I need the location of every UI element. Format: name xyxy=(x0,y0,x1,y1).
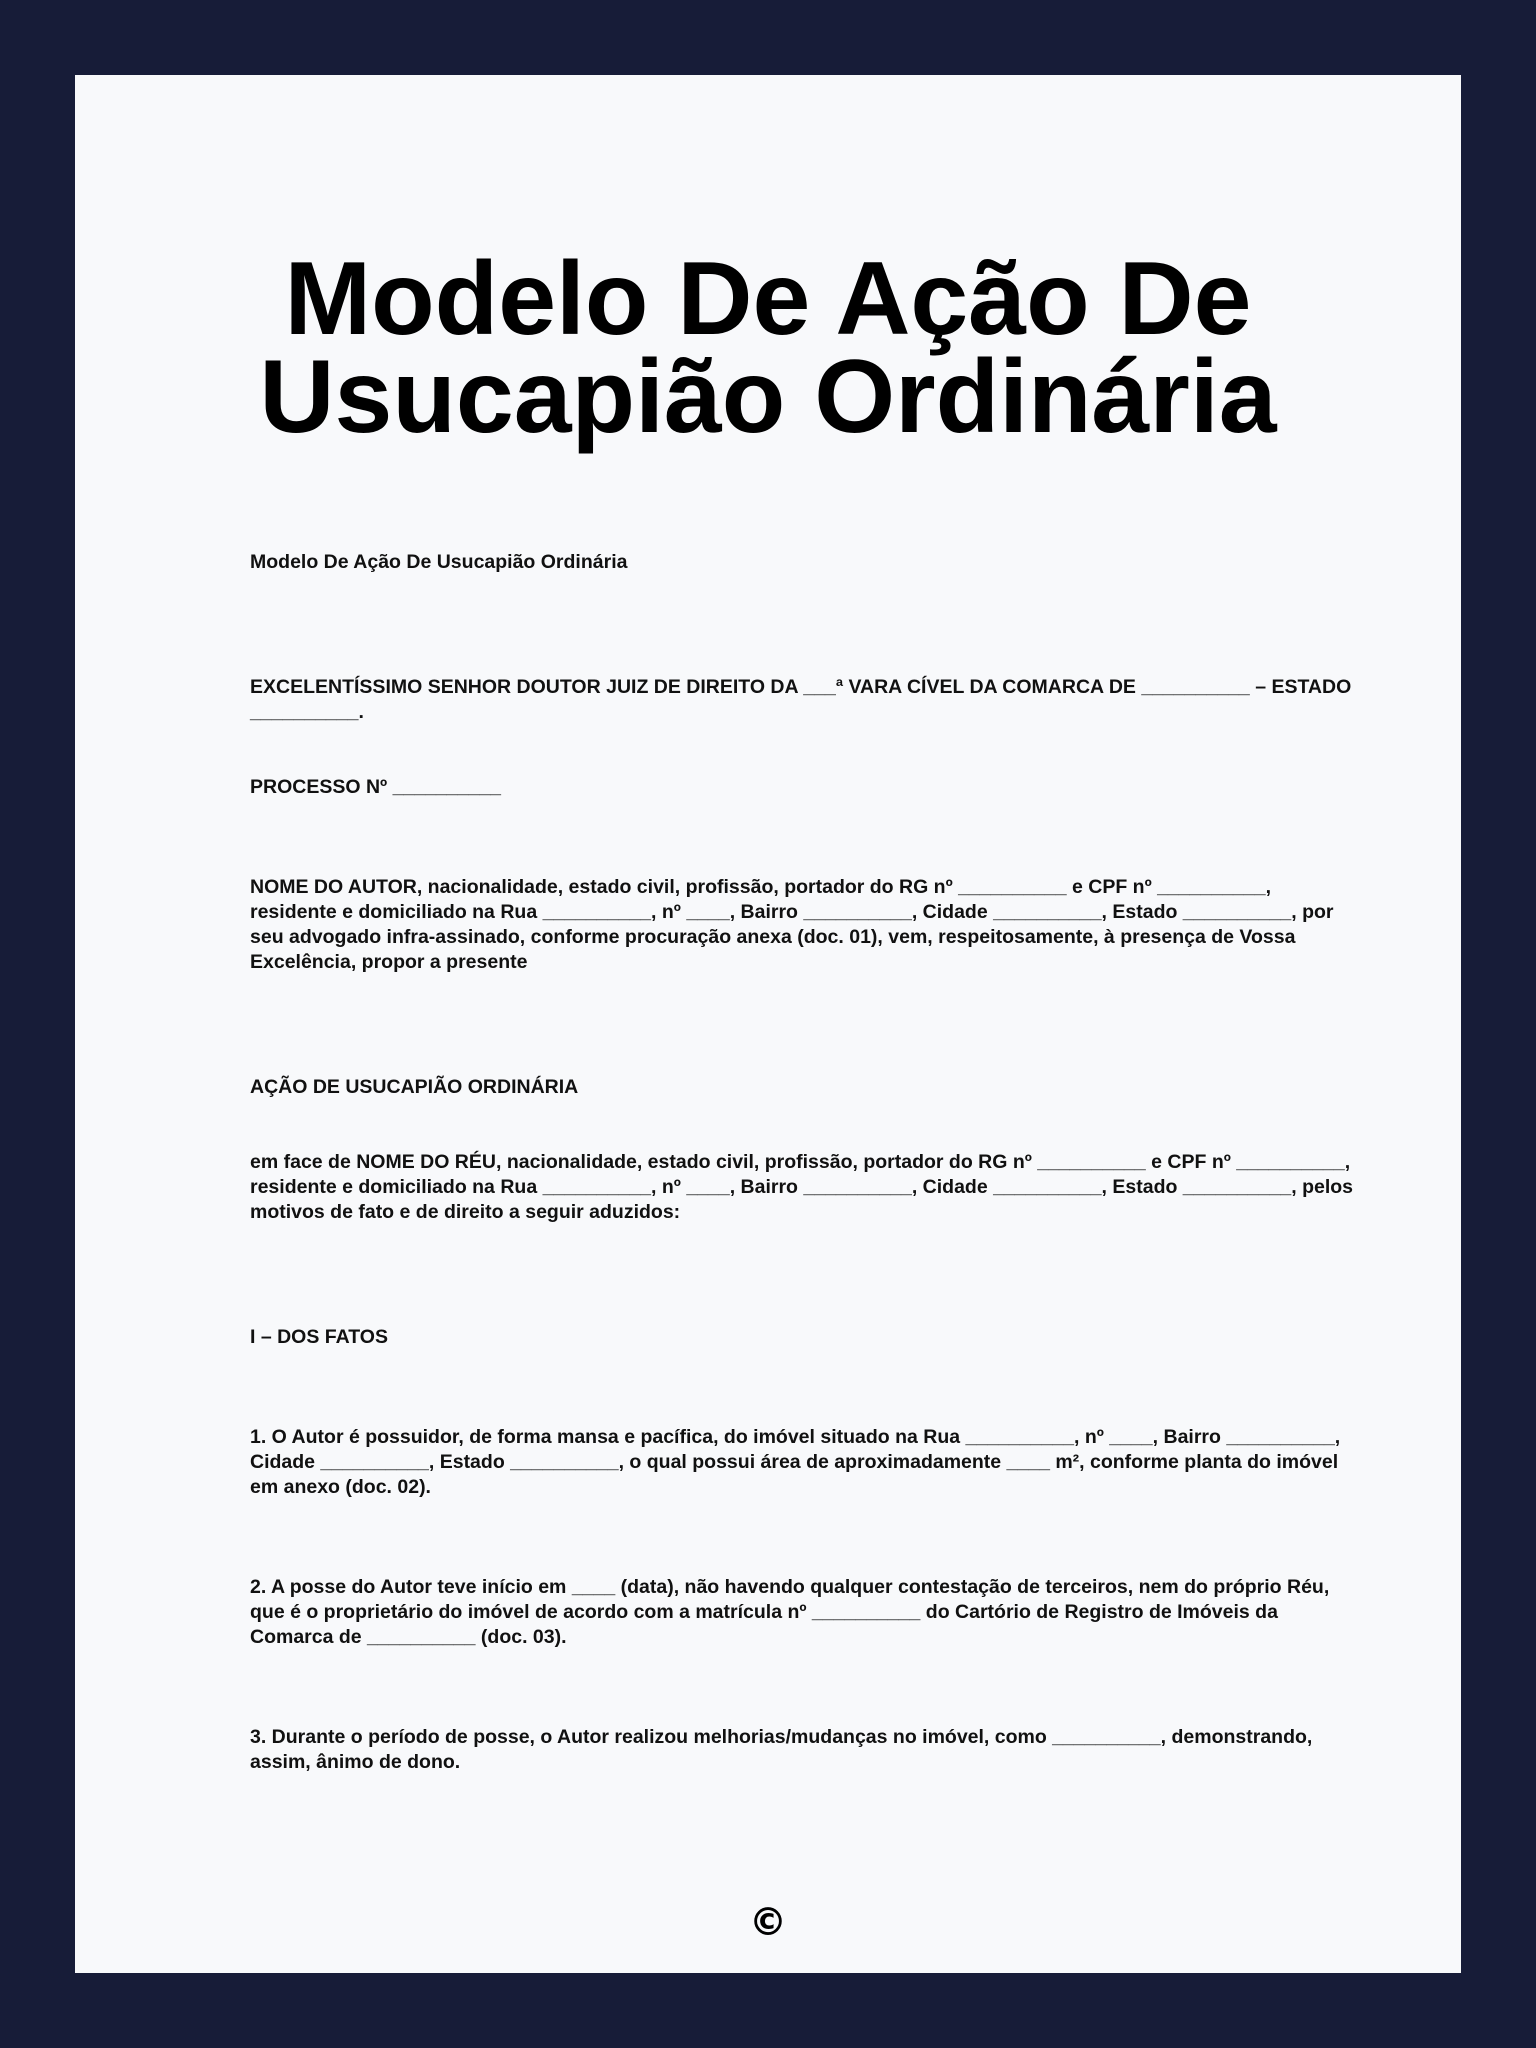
facts-heading: I – DOS FATOS xyxy=(250,1326,388,1348)
fact-paragraph-1: 1. O Autor é possuidor, de forma mansa e pacífica, do imóvel situado na Rua __________, nº ____, Bairro __________, Cidade __________, Estado __________, o qual possui área de aproximadamente ____ m², conforme planta do imóvel em anexo (doc. 02). xyxy=(250,1426,1341,1498)
defendant-qualification: em face de NOME DO RÉU, nacionalidade, estado civil, profissão, portador do RG nº __________ e CPF nº __________, residente e domiciliado na Rua __________, nº ____, Bairro __________, Cidade __________, Estado __________, pelos motivos de fato e de direito a seguir aduzidos: xyxy=(250,1151,1354,1223)
action-heading: AÇÃO DE USUCAPIÃO ORDINÁRIA xyxy=(250,1076,579,1098)
copyright-icon: © xyxy=(749,1900,787,1944)
fact-paragraph-2: 2. A posse do Autor teve início em ____ (data), não havendo qualquer contestação de terceiros, nem do próprio Réu, que é o proprietário do imóvel de acordo com a matrícula nº __________ do Cartório de Registro de Imóveis da Comarca de __________ (doc. 03). xyxy=(250,1576,1330,1648)
document-title-line-2: Usucapião Ordinária xyxy=(259,339,1277,455)
document-page xyxy=(75,75,1461,1973)
document-subtitle: Modelo De Ação De Usucapião Ordinária xyxy=(250,551,628,573)
fact-paragraph-3: 3. Durante o período de posse, o Autor realizou melhorias/mudanças no imóvel, como __________, demonstrando, assim, ânimo de dono. xyxy=(250,1726,1313,1773)
document-title xyxy=(75,241,1461,455)
court-addressing: EXCELENTÍSSIMO SENHOR DOUTOR JUIZ DE DIREITO DA ___ª VARA CÍVEL DA COMARCA DE __________ – ESTADO __________. xyxy=(250,676,1352,723)
process-number: PROCESSO Nº __________ xyxy=(250,776,502,798)
plaintiff-qualification: NOME DO AUTOR, nacionalidade, estado civil, profissão, portador do RG nº __________ e CPF nº __________, residente e domiciliado na Rua __________, nº ____, Bairro __________, Cidade __________, Estado __________, por seu advogado infra-assinado, conforme procuração anexa (doc. 01), vem, respeitosamente, à presença de Vossa Excelência, propor a presente xyxy=(250,876,1334,973)
document-title-line-1: Modelo De Ação De xyxy=(284,241,1252,357)
